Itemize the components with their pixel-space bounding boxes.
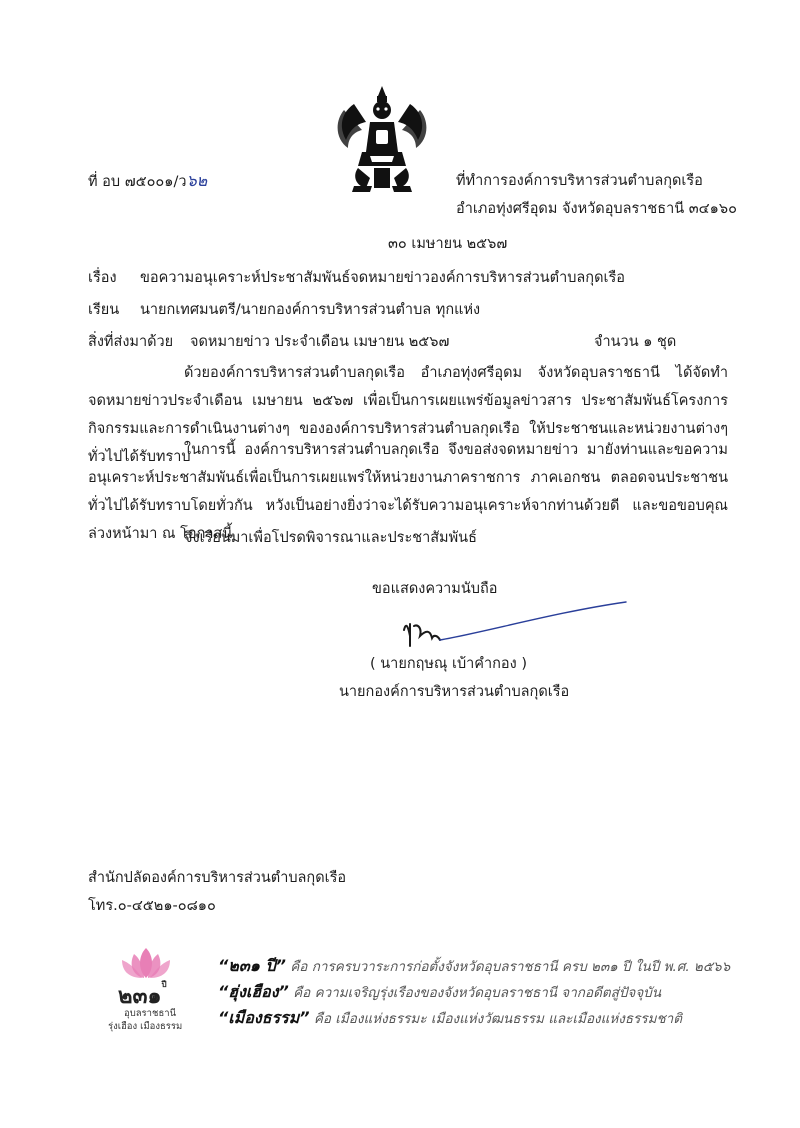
- reference-handwritten: ๖๒: [186, 171, 208, 190]
- ubon-231-logo: [104, 946, 188, 1030]
- logo-province: อุบลราชธานี: [124, 1008, 177, 1019]
- footer-line-3: [218, 1006, 682, 1031]
- letter-date: ๓๐ เมษายน ๒๕๖๗: [388, 236, 508, 252]
- subject-text: ขอความอนุเคราะห์ประชาสัมพันธ์จดหมายข่าวองค์การบริหารส่วนตำบลกุดเรือ: [140, 270, 625, 286]
- enclosure-text: จดหมายข่าว ประจำเดือน เมษายน ๒๕๖๗: [190, 334, 450, 350]
- body-paragraph-2-text: ในการนี้ องค์การบริหารส่วนตำบลกุดเรือ จึงขอส่งจดหมายข่าว มายังท่านและขอความอนุเคราะห์ประชาสัมพันธ์เพื่อเป็นการเผยแพร่ให้หน่วยงานภาคราชการ ภาคเอกชน ตลอดจนประชาชนทั่วไปได้รับทราบโดยทั่วกัน หวังเป็นอย่างยิ่งว่าจะได้รับความอนุเคราะห์จากท่านด้วยดี และขอขอบคุณล่วงหน้ามา ณ โอกาสนี้: [88, 442, 728, 542]
- footer-term-1: “๒๓๑ ปี”: [218, 956, 286, 975]
- office-address-line1: ที่ทำการองค์การบริหารส่วนตำบลกุดเรือ: [456, 173, 703, 189]
- handwritten-signature: [396, 600, 632, 652]
- footer-desc-2: คือ ความเจริญรุ่งเรืองของจังหวัดอุบลราชธานี จากอดีตสู่ปัจจุบัน: [293, 985, 662, 1001]
- enclosure-label: สิ่งที่ส่งมาด้วย: [88, 334, 174, 350]
- footer-term-3: “เมืองธรรม”: [218, 1008, 310, 1027]
- contact-office: สำนักปลัดองค์การบริหารส่วนตำบลกุดเรือ: [88, 870, 347, 886]
- footer-desc-1: คือ การครบวาระการก่อตั้งจังหวัดอุบลราชธานี ครบ ๒๓๑ ปี ในปี พ.ศ. ๒๕๖๖: [290, 959, 731, 975]
- footer-line-2: [218, 980, 661, 1005]
- signer-name: ( นายกฤษณุ เบ้าคำกอง ): [370, 656, 527, 672]
- office-address-line2: อำเภอทุ่งศรีอุดม จังหวัดอุบลราชธานี ๓๔๑๖๐: [456, 201, 737, 217]
- recipient-text: นายกเทศมนตรี/นายกองค์การบริหารส่วนตำบล ทุกแห่ง: [140, 302, 481, 318]
- garuda-emblem: [332, 82, 432, 194]
- body-paragraph-3: จึงเรียนมาเพื่อโปรดพิจารณาและประชาสัมพันธ์: [184, 530, 477, 546]
- recipient-label: เรียน: [88, 302, 120, 318]
- logo-number-text: ๒๓๑: [118, 983, 162, 1009]
- closing-salutation: ขอแสดงความนับถือ: [372, 581, 498, 597]
- logo-slogan: รุ่งเฮือง เมืองธรรม: [108, 1021, 183, 1032]
- contact-phone: โทร.๐-๔๕๒๑-๐๘๑๐: [88, 898, 216, 914]
- footer-line-1: [218, 954, 730, 979]
- body-paragraph-1-text: ด้วยองค์การบริหารส่วนตำบลกุดเรือ อำเภอทุ่งศรีอุดม จังหวัดอุบลราชธานี ได้จัดทำจดหมายข่าวประจำเดือน เมษายน ๒๕๖๗ เพื่อเป็นการเผยแพร่ข้อมูลข่าวสาร ประชาสัมพันธ์โครงการ กิจกรรมและการดำเนินงานต่างๆ ขององค์การบริหารส่วนตำบลกุดเรือ ให้ประชาชนและหน่วยงานต่างๆ ทั่วไปได้รับทราบ: [88, 365, 728, 465]
- reference-prefix: ที่ อบ ๗๕๐๐๑/ว: [88, 174, 187, 190]
- signer-title: นายกองค์การบริหารส่วนตำบลกุดเรือ: [339, 684, 570, 700]
- logo-suffix: ปี: [161, 979, 167, 989]
- footer-term-2: “ฮุ่งเฮือง”: [218, 982, 289, 1001]
- footer-desc-3: คือ เมืองแห่งธรรมะ เมืองแห่งวัฒนธรรม และเมืองแห่งธรรมชาติ: [313, 1011, 682, 1027]
- lotus-icon: [104, 946, 188, 980]
- reference-number: [88, 169, 207, 194]
- enclosure-quantity: จำนวน ๑ ชุด: [594, 334, 677, 350]
- subject-label: เรื่อง: [88, 270, 117, 286]
